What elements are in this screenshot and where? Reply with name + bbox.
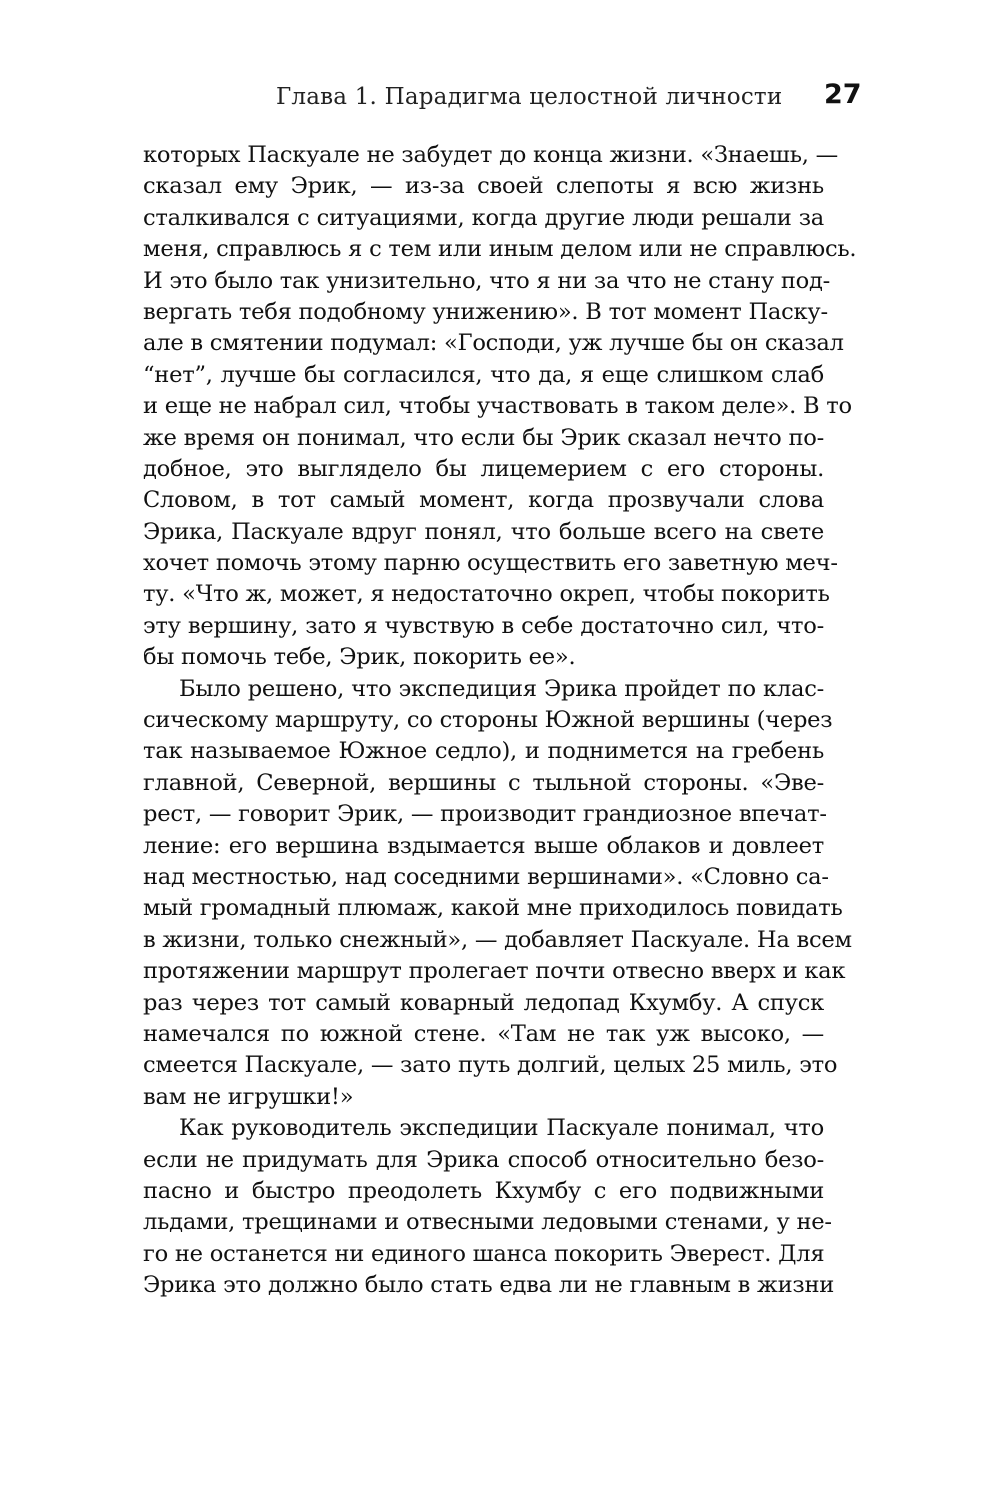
text-line: главной, Северной, вершины с тыльной стороны. «Эве-: [143, 769, 824, 796]
page-number: 27: [824, 79, 862, 110]
text-line: ление: его вершина вздымается выше облаков и довлеет: [143, 832, 824, 859]
text-line: Как руководитель экспедиции Паскуале понимал, что: [179, 1115, 824, 1142]
text-line: которых Паскуале не забудет до конца жизни. «Знаешь, —: [143, 142, 838, 168]
text-line: же время он понимал, что если бы Эрик сказал нечто по-: [143, 424, 824, 451]
text-line: раз через тот самый коварный ледопад Кхумбу. А спуск: [143, 989, 824, 1016]
text-line: намечался по южной стене. «Там не так уж высоко, —: [143, 1020, 824, 1047]
text-line: сическому маршруту, со стороны Южной вершины (через: [143, 707, 833, 734]
text-line: го не останется ни единого шанса покорить Эверест. Для: [143, 1240, 825, 1267]
text-line: ту. «Что ж, может, я недостаточно окреп, чтобы покорить: [143, 581, 830, 608]
text-line: сказал ему Эрик, — из-за своей слепоты я всю жизнь: [143, 173, 824, 200]
text-line: Было решено, что экспедиция Эрика пройдет по клас-: [179, 675, 824, 702]
text-line: хочет помочь этому парню осуществить его заветную меч-: [143, 550, 838, 577]
text-line: над местностью, над соседними вершинами». «Словно са-: [143, 863, 829, 890]
text-line: и еще не набрал сил, чтобы участвовать в таком деле». В то: [143, 393, 852, 420]
text-line: так называемое Южное седло), и поднимется на гребень: [143, 738, 824, 765]
text-line: бы помочь тебе, Эрик, покорить ее».: [143, 644, 576, 671]
text-line: мый громадный плюмаж, какой мне приходилось повидать: [143, 895, 843, 922]
text-line: Эрика это должно было стать едва ли не главным в жизни: [143, 1272, 835, 1299]
text-line: если не придумать для Эрика способ относительно безо-: [143, 1146, 824, 1173]
text-line: але в смятении подумал: «Господи, уж лучше бы он сказал: [143, 330, 844, 357]
text-line: рест, — говорит Эрик, — производит грандиозное впечат-: [143, 801, 827, 828]
text-line: добное, это выглядело бы лицемерием с его стороны.: [143, 455, 824, 482]
running-header: [0, 76, 1000, 116]
text-line: меня, справлюсь я с тем или иным делом или не справлюсь.: [143, 236, 857, 263]
body-text: [143, 140, 857, 1301]
chapter-title: Глава 1. Парадигма целостной личности: [276, 84, 783, 110]
text-line: вергать тебя подобному унижению». В тот момент Паску-: [143, 298, 828, 325]
text-line: эту вершину, зато я чувствую в себе достаточно сил, что-: [143, 612, 824, 639]
text-line: пасно и быстро преодолеть Кхумбу с его подвижными: [143, 1177, 824, 1204]
text-line: в жизни, только снежный», — добавляет Паскуале. На всем: [143, 926, 852, 953]
text-line: протяжении маршрут пролегает почти отвесно вверх и как: [143, 958, 846, 985]
text-line: И это было так унизительно, что я ни за что не стану под-: [143, 267, 831, 294]
text-line: смеется Паскуале, — зато путь долгий, целых 25 миль, это: [143, 1052, 838, 1079]
text-line: Словом, в тот самый момент, когда прозвучали слова: [143, 487, 824, 514]
text-line: вам не игрушки!»: [143, 1083, 354, 1110]
text-line: “нет”, лучше бы согласился, что да, я еще слишком слаб: [143, 361, 824, 388]
text-line: Эрика, Паскуале вдруг понял, что больше всего на свете: [143, 518, 824, 545]
text-line: сталкивался с ситуациями, когда другие люди решали за: [143, 204, 824, 231]
text-line: льдами, трещинами и отвесными ледовыми стенами, у не-: [143, 1209, 832, 1236]
